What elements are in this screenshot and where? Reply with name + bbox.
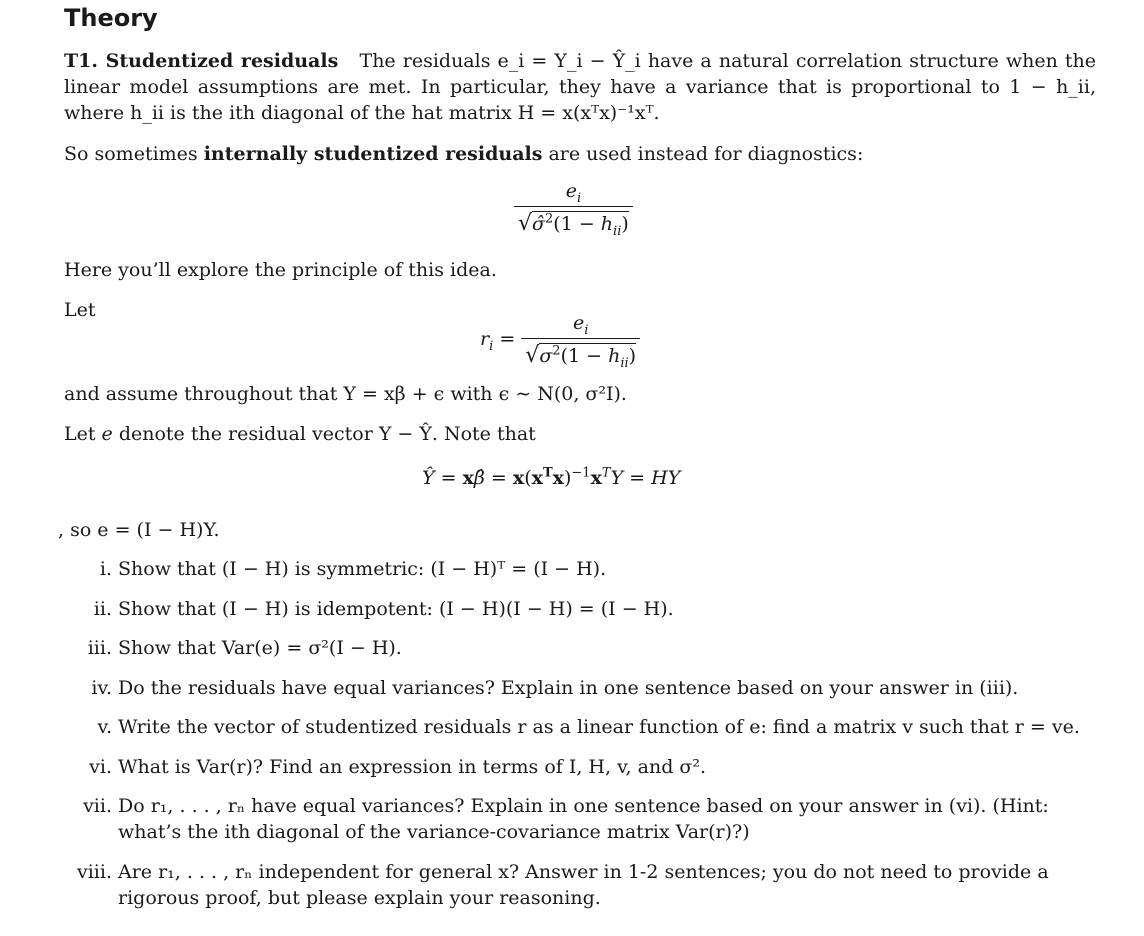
t1-intro-paragraph [64, 48, 1096, 126]
assume-math: Y = xβ + ϵ with ϵ ∼ N(0, σ²I). [343, 383, 627, 405]
t1-intro-text: The residuals e_i = Y_i − Ŷ_i have a natural correlation structure when the linear model assumptions are met. In particular, they have a variance that is proportional to 1 − h_ii, where h_ii is the ith diagonal of the hat matrix H = x(xᵀx)⁻¹xᵀ. [64, 50, 1096, 124]
let-e-text: denote the residual vector Y − Ŷ. Note that [118, 423, 536, 445]
so-sometimes-text: So sometimes [64, 143, 198, 165]
let-e-sentence: Let e denote the residual vector Y − Ŷ. Note that [64, 423, 536, 445]
t1-label: T1. Studentized residuals [64, 50, 339, 72]
let-e-prefix: Let [64, 423, 96, 445]
explore-sentence: Here you’ll explore the principle of this idea. [64, 259, 497, 281]
are-used-text: are used instead for diagnostics: [548, 143, 864, 165]
let-word: Let [64, 299, 96, 321]
internal-residuals-sentence [64, 141, 1096, 167]
section-heading: Theory [64, 4, 158, 32]
assume-prefix: and assume throughout that [64, 383, 338, 405]
internal-residual-formula: $\frac{e_i}{√\sigmâ^2(1 - h_{ii})}$ [514, 180, 633, 236]
studentized-residual-formula: $r_i$ = $\frac{e_i}{√\sigma^2(1 - h_{ii})}$ [480, 312, 640, 368]
so-e-sentence: , so e = (I − H)Y. [58, 519, 220, 541]
assume-sentence [64, 381, 1096, 407]
hat-matrix-formula: Ŷ = xβ̂ = $x(x^Tx)^{-1}x^TY$ = HY [422, 465, 681, 489]
internal-residuals-term: internally studentized residuals [203, 143, 543, 165]
